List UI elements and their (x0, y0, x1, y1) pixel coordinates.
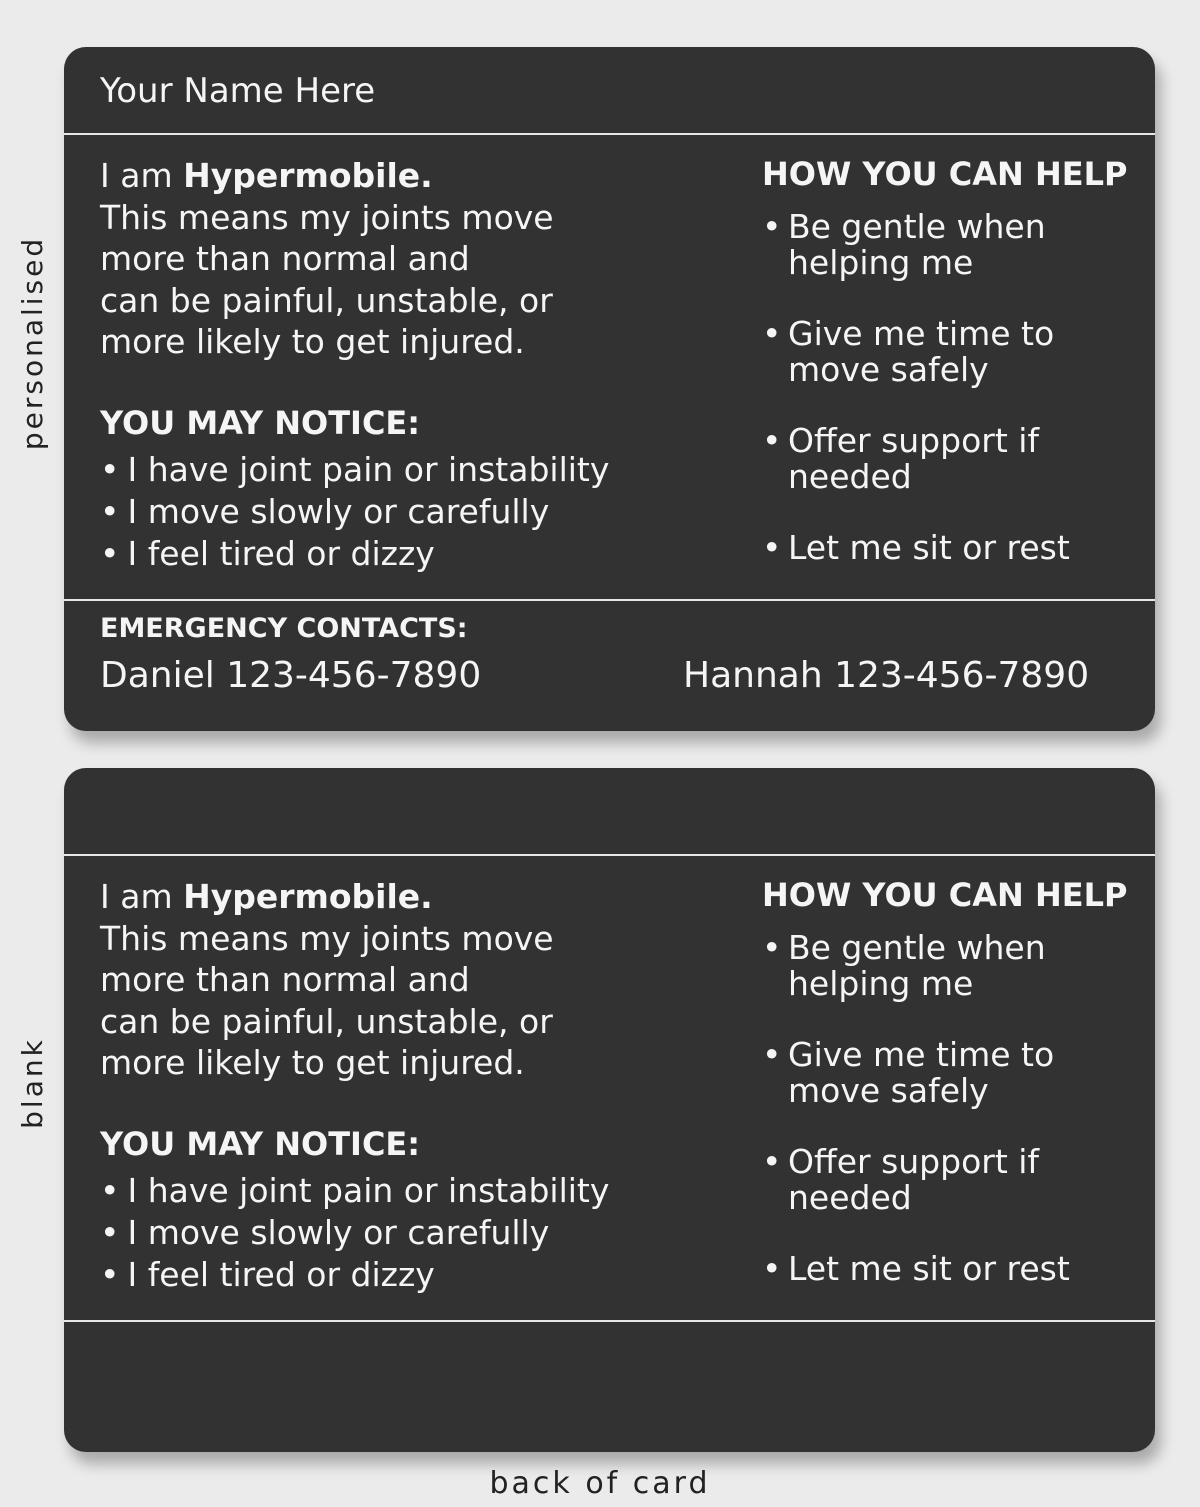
notice-item (100, 449, 609, 491)
notice-item (100, 1212, 609, 1254)
notice-item (100, 491, 609, 533)
intro-text (100, 155, 660, 363)
bullet-icon: • (100, 534, 120, 573)
side-label-blank: blank (16, 1037, 49, 1129)
side-label-personalised: personalised (16, 235, 49, 451)
help-item-text: Let me sit or rest (788, 528, 1070, 567)
notice-heading: YOU MAY NOTICE: (100, 1125, 421, 1163)
help-item-text: Offer support if needed (788, 1142, 1040, 1217)
intro-line: more likely to get injured. (100, 1043, 525, 1082)
notice-item (100, 1254, 609, 1296)
help-item-text: Give me time to move safely (788, 314, 1055, 389)
intro-text (100, 876, 660, 1084)
help-item-text: Give me time to move safely (788, 1035, 1055, 1110)
notice-item-text: I feel tired or dizzy (127, 1255, 435, 1294)
help-item-text: Let me sit or rest (788, 1249, 1070, 1288)
help-item-text: Be gentle when helping me (788, 928, 1046, 1003)
help-heading: HOW YOU CAN HELP (762, 155, 1128, 193)
emergency-contact: Hannah 123-456-7890 (683, 655, 1090, 696)
notice-list (100, 1170, 609, 1296)
help-item-text: Be gentle when helping me (788, 207, 1046, 282)
bullet-icon: • (762, 1249, 782, 1288)
bullet-icon: • (762, 1035, 782, 1074)
bullet-icon: • (762, 207, 782, 246)
emergency-contacts-heading: EMERGENCY CONTACTS: (100, 613, 468, 644)
help-list (762, 930, 1132, 1291)
bullet-icon: • (762, 314, 782, 353)
emergency-contact: Daniel 123-456-7890 (100, 655, 482, 696)
intro-first-line (100, 155, 660, 197)
intro-first-line (100, 876, 660, 918)
intro-line: This means my joints move (100, 197, 554, 237)
intro-line: more than normal and (100, 960, 470, 999)
notice-item-text: I have joint pain or instability (127, 450, 610, 489)
notice-item-text: I feel tired or dizzy (127, 534, 435, 573)
notice-item-text: I move slowly or carefully (127, 492, 550, 531)
notice-heading: YOU MAY NOTICE: (100, 404, 421, 442)
help-item-text: Offer support if needed (788, 421, 1040, 496)
intro-line: This means my joints move (100, 918, 554, 958)
help-item (762, 930, 1132, 1037)
help-item (762, 1251, 1132, 1291)
card-holder-name: Your Name Here (100, 71, 376, 111)
help-item (762, 530, 1132, 570)
help-item (762, 316, 1132, 423)
condition-name: Hypermobile. (183, 877, 433, 916)
help-item (762, 209, 1132, 316)
bullet-icon: • (100, 1255, 120, 1294)
help-item (762, 423, 1132, 530)
bullet-icon: • (100, 1171, 120, 1210)
intro-line: more than normal and (100, 239, 470, 278)
bullet-icon: • (762, 1142, 782, 1181)
bottom-divider (64, 1320, 1155, 1322)
notice-item-text: I have joint pain or instability (127, 1171, 610, 1210)
intro-prefix: I am (100, 877, 184, 916)
bullet-icon: • (762, 928, 782, 967)
notice-item-text: I move slowly or carefully (127, 1213, 550, 1252)
bottom-divider (64, 599, 1155, 601)
card-personalised (64, 47, 1155, 731)
help-list (762, 209, 1132, 570)
notice-item (100, 1170, 609, 1212)
help-item (762, 1037, 1132, 1144)
top-divider (64, 854, 1155, 856)
intro-line: more likely to get injured. (100, 322, 525, 361)
bullet-icon: • (762, 528, 782, 567)
bullet-icon: • (100, 492, 120, 531)
card-blank (64, 768, 1155, 1452)
intro-prefix: I am (100, 156, 184, 195)
intro-line: can be painful, unstable, or (100, 280, 553, 320)
condition-name: Hypermobile. (183, 156, 433, 195)
notice-item (100, 533, 609, 575)
top-divider (64, 133, 1155, 135)
bullet-icon: • (100, 450, 120, 489)
bullet-icon: • (762, 421, 782, 460)
help-item (762, 1144, 1132, 1251)
help-heading: HOW YOU CAN HELP (762, 876, 1128, 914)
notice-list (100, 449, 609, 575)
intro-line: can be painful, unstable, or (100, 1001, 553, 1041)
bullet-icon: • (100, 1213, 120, 1252)
caption: back of card (489, 1466, 711, 1501)
